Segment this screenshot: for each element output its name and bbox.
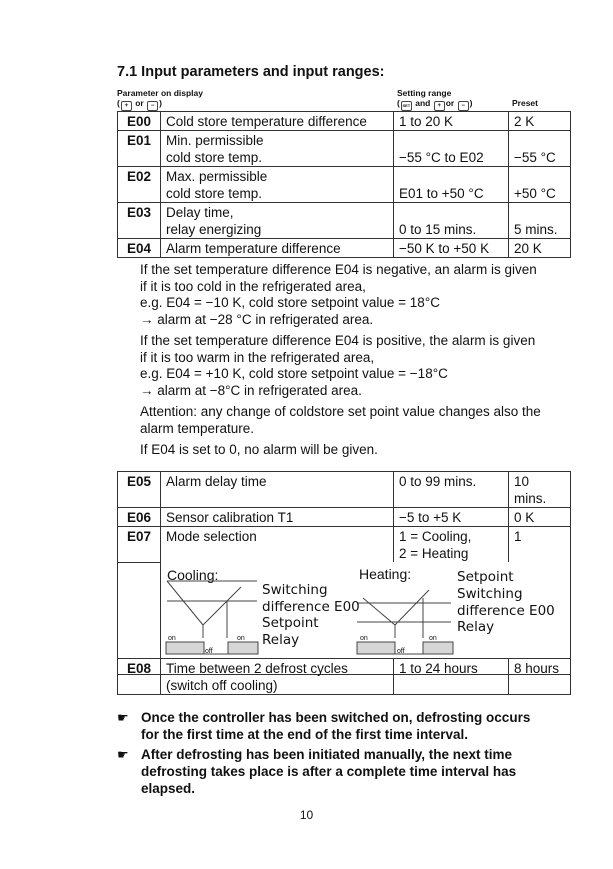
- or-text: or: [445, 98, 455, 108]
- param-preset: 5 mins.: [509, 203, 571, 239]
- relay-on-label: on: [237, 635, 245, 642]
- param-description: Alarm temperature difference: [161, 239, 394, 258]
- note-line: If E04 is set to 0, no alarm will be given.: [140, 442, 378, 457]
- minus-key-icon: −: [458, 101, 469, 111]
- cooling-switching-label: [262, 582, 360, 615]
- cooling-title: Cooling:: [167, 567, 219, 583]
- param-code: E00: [118, 112, 161, 131]
- table-row: [118, 167, 571, 203]
- param-description: Sensor calibration T1: [161, 508, 394, 527]
- note-paragraph: [140, 404, 580, 437]
- label-line: difference E00: [262, 598, 360, 615]
- param-range: 1 to 20 K: [394, 112, 509, 131]
- label-line: difference E00: [457, 602, 555, 619]
- range-line: 1 = Cooling,: [399, 529, 472, 544]
- note-line: e.g. E04 = −10 K, cold store setpoint value = 18°C: [140, 295, 440, 310]
- param-code: E01: [118, 131, 161, 167]
- heating-title: Heating:: [359, 566, 412, 582]
- param-preset: 8 hours: [509, 659, 571, 695]
- parameter-column-header: [117, 88, 203, 111]
- paren: (: [117, 98, 120, 108]
- desc-line: (switch off cooling): [166, 678, 278, 693]
- param-range: E01 to +50 °C: [394, 167, 509, 203]
- plus-key-icon: +: [121, 101, 132, 111]
- list-item: [117, 709, 577, 743]
- param-code: E05: [118, 472, 161, 508]
- param-preset: 20 K: [509, 239, 571, 258]
- table-row: [118, 508, 571, 527]
- relay-on-label: on: [360, 635, 368, 642]
- heating-setpoint-label: Setpoint: [457, 569, 514, 585]
- desc-line: Delay time,: [166, 205, 234, 220]
- label-line: Switching: [457, 586, 523, 602]
- param-description: [161, 131, 394, 167]
- parameter-header-keys: [117, 98, 203, 111]
- param-preset: −55 °C: [509, 131, 571, 167]
- note-line: → alarm at −28 °C in refrigerated area.: [140, 311, 374, 327]
- param-range: 0 to 99 mins.: [394, 472, 509, 508]
- table-row: [118, 527, 571, 563]
- pointing-hand-icon: ☛: [117, 747, 129, 762]
- param-preset: 1: [509, 527, 571, 563]
- table-row: [118, 112, 571, 131]
- table-row: [118, 659, 571, 695]
- bullet-line: elapsed.: [141, 781, 196, 796]
- bullet-line: for the first time at the end of the first time interval.: [141, 727, 469, 742]
- cooling-curve: [203, 601, 227, 625]
- range-header-keys: [397, 98, 472, 111]
- param-code: E02: [118, 167, 161, 203]
- note-line: if it is too warm in the refrigerated area,: [140, 349, 375, 365]
- range-column-header: [397, 88, 472, 111]
- section-title: 7.1 Input parameters and input ranges:: [117, 64, 385, 80]
- note-paragraph: [140, 262, 580, 328]
- set-key-icon: SET: [401, 101, 412, 111]
- param-description: [161, 167, 394, 203]
- parameter-table-e08: [117, 658, 571, 695]
- note-line: if it is too cold in the refrigerated area,: [140, 278, 366, 294]
- table-row: [118, 131, 571, 167]
- param-range: −50 K to +50 K: [394, 239, 509, 258]
- heating-curve: [395, 590, 429, 625]
- table-row: [118, 239, 571, 258]
- param-description: Mode selection: [161, 527, 394, 563]
- heating-switching-label: [457, 586, 555, 619]
- range-header-label: Setting range: [397, 88, 452, 98]
- paren: (: [397, 98, 400, 108]
- note-line: alarm temperature.: [140, 420, 255, 436]
- paren: ): [469, 98, 473, 108]
- desc-line: Max. permissible: [166, 169, 268, 184]
- note-line: If the set temperature difference E04 is positive, the alarm is given: [140, 333, 536, 348]
- relay-on-label: on: [429, 635, 437, 642]
- param-range: 1 to 24 hours: [394, 659, 509, 695]
- heating-curve: [363, 598, 395, 625]
- param-code: E04: [118, 239, 161, 258]
- param-code: E08: [118, 659, 161, 695]
- note-line: If the set temperature difference E04 is negative, an alarm is given: [140, 262, 537, 277]
- note-paragraph: [140, 442, 580, 459]
- param-code: E03: [118, 203, 161, 239]
- cooling-curve: [167, 581, 203, 625]
- param-description: [161, 659, 394, 695]
- desc-line: Time between 2 defrost cycles: [166, 661, 348, 676]
- note-line: e.g. E04 = +10 K, cold store setpoint value = −18°C: [140, 366, 448, 381]
- param-description: Alarm delay time: [161, 472, 394, 508]
- parameter-table-e05-e07: [117, 471, 571, 675]
- relay-off-label: off: [397, 648, 405, 655]
- note-line: → alarm at −8°C in refrigerated area.: [140, 382, 362, 398]
- param-description: [161, 203, 394, 239]
- table-row: [118, 203, 571, 239]
- param-range: −55 °C to E02: [394, 131, 509, 167]
- parameter-header-label: Parameter on display: [117, 88, 203, 98]
- pointing-hand-icon: ☛: [117, 710, 129, 725]
- param-preset: 2 K: [509, 112, 571, 131]
- range-line: 2 = Heating: [399, 546, 469, 561]
- param-preset: +50 °C: [509, 167, 571, 203]
- parameter-table-e00-e04: [117, 111, 571, 258]
- notes-bullet-list: [117, 709, 577, 800]
- relay-on-label: on: [168, 635, 176, 642]
- param-range: 0 to 15 mins.: [394, 203, 509, 239]
- param-range: −5 to +5 K: [394, 508, 509, 527]
- bullet-line: Once the controller has been switched on, defrosting occurs: [141, 710, 531, 725]
- note-paragraph: [140, 333, 580, 399]
- bullet-line: After defrosting has been initiated manually, the next time: [141, 747, 513, 762]
- heating-relay-on-block: [423, 642, 453, 654]
- param-preset: 10 mins.: [509, 472, 571, 508]
- paren: ): [159, 98, 162, 108]
- page-number: 10: [299, 808, 314, 822]
- bullet-line: defrosting takes place is after a complete time interval has: [141, 764, 517, 779]
- minus-key-icon: −: [147, 101, 158, 111]
- and-text: and: [415, 98, 431, 108]
- table-row: [118, 472, 571, 508]
- param-code: E06: [118, 508, 161, 527]
- plus-key-icon: +: [434, 101, 445, 111]
- desc-line: Min. permissible: [166, 133, 264, 148]
- param-code: E07: [118, 527, 161, 563]
- cooling-curve: [227, 587, 241, 601]
- desc-line: relay energizing: [166, 222, 262, 237]
- param-description: Cold store temperature difference: [161, 112, 394, 131]
- desc-line: cold store temp.: [166, 150, 263, 165]
- relay-off-label: off: [205, 648, 213, 655]
- e04-notes: [140, 262, 580, 464]
- cooling-setpoint-label: Setpoint: [262, 615, 319, 631]
- cooling-relay-label: Relay: [262, 632, 300, 648]
- desc-line: cold store temp.: [166, 186, 263, 201]
- label-line: Switching: [262, 582, 328, 598]
- param-range: [394, 527, 509, 563]
- param-preset: 0 K: [509, 508, 571, 527]
- preset-column-header: Preset: [512, 98, 538, 108]
- note-line: Attention: any change of coldstore set point value changes also the: [140, 404, 541, 419]
- heating-relay-label: Relay: [457, 619, 495, 635]
- or-text: or: [135, 98, 144, 108]
- list-item: [117, 746, 577, 797]
